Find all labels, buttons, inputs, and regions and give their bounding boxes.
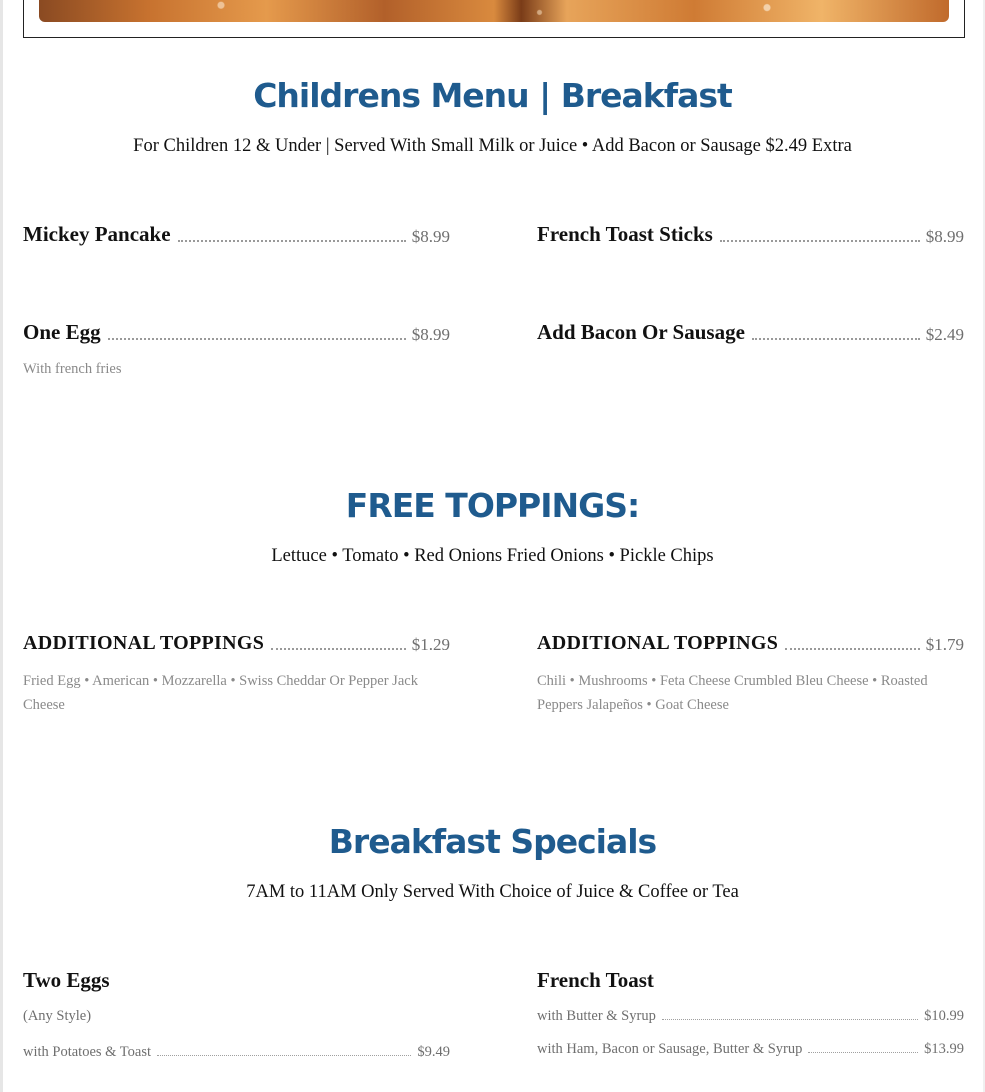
menu-item-one-egg[interactable] — [23, 320, 450, 381]
item-name: French Toast Sticks — [537, 222, 713, 246]
item-price: $2.49 — [925, 325, 964, 344]
menu-item-additional-toppings-2[interactable] — [537, 632, 964, 717]
dot-leader — [662, 1019, 918, 1020]
menu-item-mickey-pancake[interactable] — [23, 222, 450, 247]
menu-item-french-toast[interactable] — [537, 968, 964, 1058]
dot-leader — [808, 1052, 918, 1053]
free-toppings-title: FREE TOPPINGS: — [345, 486, 640, 525]
option-price: $13.99 — [924, 1041, 964, 1057]
option-name: with Ham, Bacon or Sausage, Butter & Syrup — [537, 1041, 803, 1057]
dot-leader — [752, 338, 920, 340]
item-description: Chili • Mushrooms • Feta Cheese Crumbled Bleu Cheese • Roasted Peppers Jalapeños • Goat Cheese — [537, 673, 928, 713]
option-row[interactable] — [537, 1041, 964, 1058]
option-price: $10.99 — [924, 1008, 964, 1024]
item-name: Mickey Pancake — [23, 222, 171, 246]
dot-leader — [720, 240, 920, 242]
option-name: with Potatoes & Toast — [23, 1044, 152, 1060]
menu-item-french-toast-sticks[interactable] — [537, 222, 964, 247]
option-price: $9.49 — [417, 1044, 450, 1060]
menu-item-additional-toppings-1[interactable] — [23, 632, 450, 717]
item-name: ADDITIONAL TOPPINGS — [23, 632, 265, 654]
menu-item-two-eggs[interactable] — [23, 968, 450, 1061]
childrens-menu-subtitle: For Children 12 & Under | Served With Small Milk or Juice • Add Bacon or Sausage $2.49 Extra — [133, 136, 852, 156]
dot-leader — [178, 240, 406, 242]
item-price: $1.79 — [925, 635, 964, 654]
option-row[interactable] — [23, 1044, 450, 1061]
item-description: Fried Egg • American • Mozzarella • Swiss Cheddar Or Pepper Jack Cheese — [23, 673, 418, 713]
menu-item-add-bacon-or-sausage[interactable] — [537, 320, 964, 345]
breakfast-specials-subtitle: 7AM to 11AM Only Served With Choice of Juice & Coffee or Tea — [246, 882, 739, 902]
childrens-menu-title: Childrens Menu | Breakfast — [253, 76, 732, 115]
item-price: $8.99 — [411, 227, 450, 246]
item-price: $8.99 — [411, 325, 450, 344]
option-name: with Butter & Syrup — [537, 1008, 656, 1024]
item-description: With french fries — [23, 361, 122, 377]
item-name: One Egg — [23, 320, 101, 344]
breakfast-specials-title: Breakfast Specials — [328, 822, 657, 861]
hero-image-frame — [23, 0, 965, 38]
item-note: (Any Style) — [23, 1008, 92, 1024]
free-toppings-subtitle: Lettuce • Tomato • Red Onions Fried Onions • Pickle Chips — [271, 546, 714, 566]
hero-food-image — [39, 0, 949, 22]
dot-leader — [271, 648, 406, 650]
dot-leader — [157, 1055, 411, 1056]
item-name: ADDITIONAL TOPPINGS — [537, 632, 779, 654]
item-name: Add Bacon Or Sausage — [537, 320, 745, 344]
item-name: French Toast — [537, 968, 654, 992]
item-price: $1.29 — [411, 635, 450, 654]
item-name: Two Eggs — [23, 968, 110, 992]
option-row[interactable] — [537, 1008, 964, 1025]
item-price: $8.99 — [925, 227, 964, 246]
dot-leader — [108, 338, 406, 340]
dot-leader — [785, 648, 920, 650]
